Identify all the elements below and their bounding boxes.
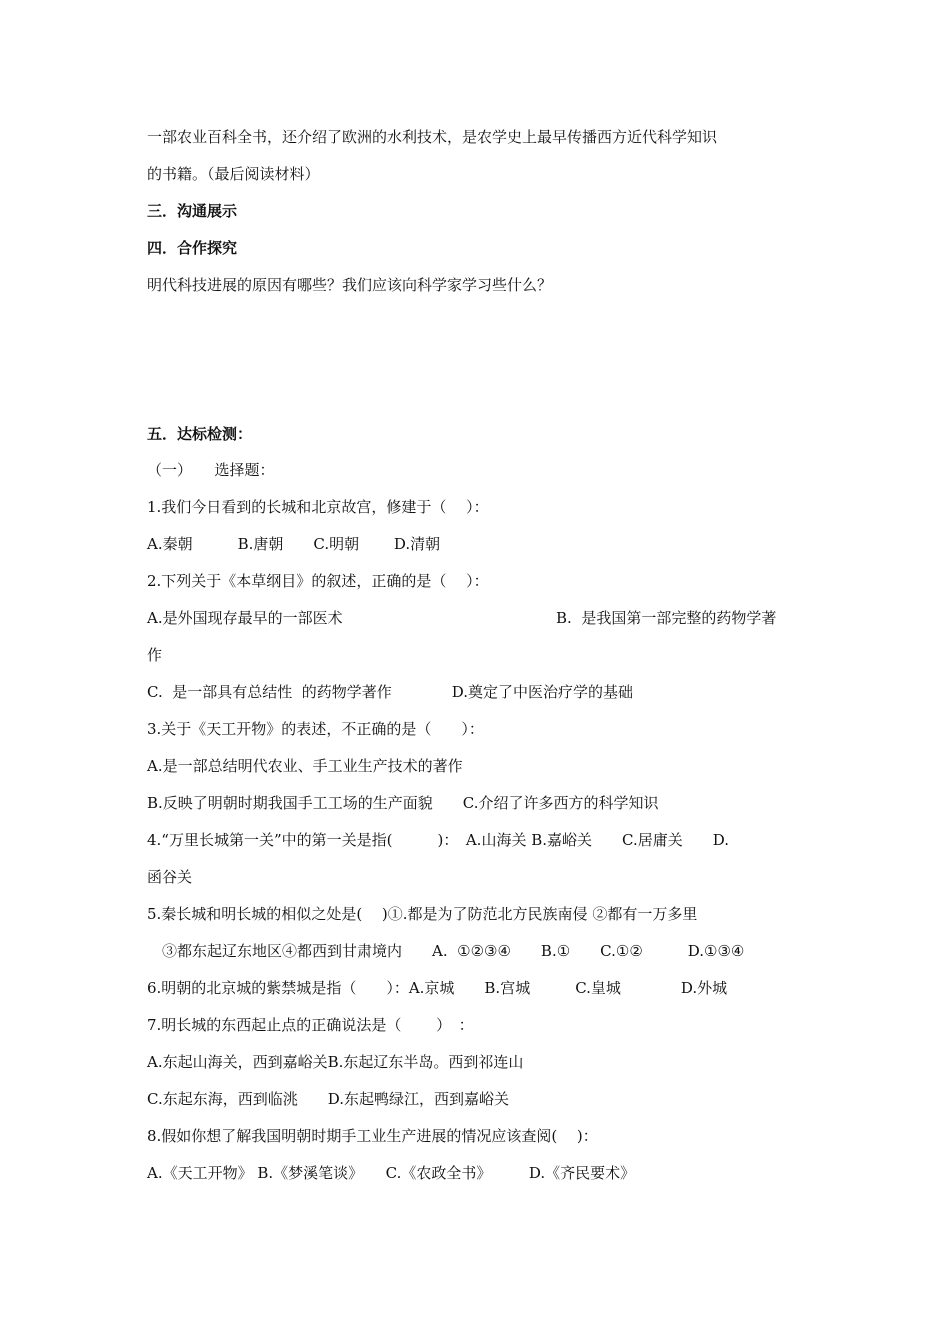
question-1-stem: 1.我们今日看到的长城和北京故宫，修建于（ ）： — [147, 498, 489, 516]
question-4-stem: 4.“万里长城第一关”中的第一关是指( )： A.山海关 B.嘉峪关 C.居庸关 D. — [147, 831, 729, 849]
question-2-options-cd: C. 是一部具有总结性 的药物学著作 D.奠定了中医治疗学的基础 — [147, 683, 634, 701]
section-3-heading: 三．沟通展示 — [147, 202, 238, 220]
question-5-continued: ③都东起辽东地区④都西到甘肃境内 A. ①②③④ B.① C.①② D.①③④ — [147, 942, 745, 960]
section-5-heading: 五．达标检测： — [147, 425, 253, 443]
question-7-options-cd: C.东起东海，西到临洮 D.东起鸭绿江，西到嘉峪关 — [147, 1090, 509, 1108]
question-2-option-b-continued: 作 — [147, 646, 163, 664]
question-5-stem: 5.秦长城和明长城的相似之处是( )①.都是为了防范北方民族南侵 ②都有一万多里 — [147, 905, 698, 923]
question-3-options-bc: B.反映了明朝时期我国手工工场的生产面貌 C.介绍了许多西方的科学知识 — [147, 794, 659, 812]
question-8-stem: 8.假如你想了解我国明朝时期手工业生产进展的情况应该查阅( )： — [147, 1127, 598, 1145]
section-4-question: 明代科技进展的原因有哪些？我们应该向科学家学习些什么？ — [147, 276, 553, 294]
intro-line-1: 一部农业百科全书，还介绍了欧洲的水利技术，是农学史上最早传播西方近代科学知识 — [147, 128, 718, 146]
question-2-stem: 2.下列关于《本草纲目》的叙述，正确的是（ ）： — [147, 572, 489, 590]
question-3-stem: 3.关于《天工开物》的表述，不正确的是（ ）： — [147, 720, 484, 738]
question-2-option-a: A.是外国现存最早的一部医术 — [147, 609, 343, 627]
section-4-heading: 四．合作探究 — [147, 239, 238, 257]
question-3-option-a: A.是一部总结明代农业、手工业生产技术的著作 — [147, 757, 463, 775]
question-4-continued: 函谷关 — [147, 868, 193, 886]
question-2-option-b: B. 是我国第一部完整的药物学著 — [556, 609, 777, 627]
question-8-options: A.《天工开物》 B.《梦溪笔谈》 C.《农政全书》 D.《齐民要术》 — [147, 1164, 636, 1182]
question-6-stem: 6.明朝的北京城的紫禁城是指（ ）：A.京城 B.宫城 C.皇城 D.外城 — [147, 979, 728, 997]
question-7-stem: 7.明长城的东西起止点的正确说法是（ ） ： — [147, 1016, 474, 1034]
question-1-options: A.秦朝 B.唐朝 C.明朝 D.清朝 — [147, 535, 441, 553]
section-5-subheading: （一） 选择题： — [147, 461, 275, 479]
question-7-options-ab: A.东起山海关，西到嘉峪关B.东起辽东半岛。西到祁连山 — [147, 1053, 524, 1071]
intro-line-2: 的书籍。（最后阅读材料） — [147, 165, 320, 183]
